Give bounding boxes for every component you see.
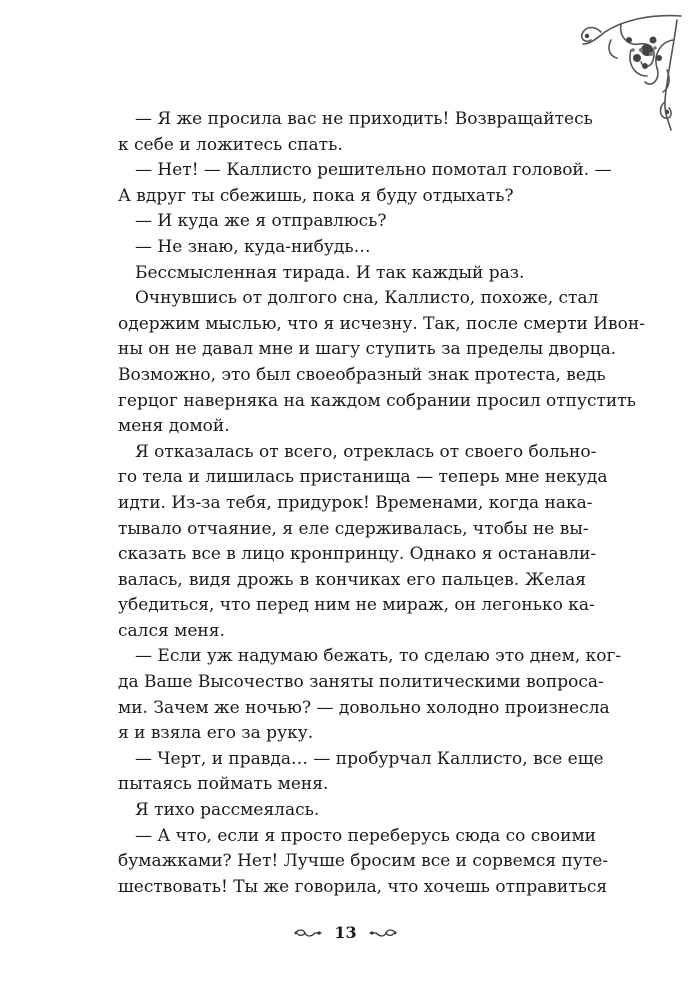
text-line: одержим мыслью, что я исчезну. Так, после смерти Ивон-: [118, 313, 645, 334]
page-number: 13: [334, 923, 357, 942]
text-line: Бессмысленная тирада. И так каждый раз.: [135, 262, 525, 283]
text-line: к себе и ложитесь спать.: [118, 134, 343, 155]
text-line: — Нет! — Каллисто решительно помотал головой. —: [135, 160, 612, 181]
footer-ornament-left-icon: [293, 927, 323, 939]
text-line: А вдруг ты сбежишь, пока я буду отдыхать?: [118, 185, 514, 206]
text-line: Возможно, это был своеобразный знак протеста, ведь: [118, 364, 606, 385]
text-line: ны он не давал мне и шагу ступить за пределы дворца.: [118, 339, 617, 360]
text-line: да Ваше Высочество заняты политическими вопроса-: [118, 672, 604, 693]
text-line: меня домой.: [118, 416, 230, 437]
text-line: — Черт, и правда… — пробурчал Каллисто, все еще: [135, 748, 604, 769]
text-line: сказать все в лицо кронпринцу. Однако я останавли-: [118, 544, 597, 565]
text-line: пытаясь поймать меня.: [118, 774, 329, 795]
text-line: — А что, если я просто переберусь сюда со своими: [135, 825, 597, 846]
text-line: го тела и лишилась пристанища — теперь мне некуда: [118, 467, 608, 488]
text-line: валась, видя дрожь в кончиках его пальцев. Желая: [118, 569, 586, 590]
footer-ornament-right-icon: [368, 927, 398, 939]
text-line: Очнувшись от долгого сна, Каллисто, похоже, стал: [135, 288, 599, 309]
text-line: я и взяла его за руку.: [118, 723, 314, 744]
text-line: шествовать! Ты же говорила, что хочешь отправиться: [118, 876, 608, 897]
text-line: герцог наверняка на каждом собрании просил отпустить: [118, 390, 636, 411]
text-line: убедиться, что перед ним не мираж, он легонько ка-: [118, 595, 595, 616]
text-line: — Я же просила вас не приходить! Возвращайтесь: [135, 109, 593, 129]
text-line: тывало отчаяние, я еле сдерживалась, чтобы не вы-: [118, 518, 589, 539]
body-text: [118, 107, 645, 900]
text-line: сался меня.: [118, 620, 225, 641]
text-line: — Не знаю, куда-нибудь…: [135, 236, 371, 257]
text-line: — И куда же я отправлюсь?: [135, 211, 387, 232]
text-line: идти. Из-за тебя, придурок! Временами, когда нака-: [118, 492, 593, 513]
text-line: — Если уж надумаю бежать, то сделаю это днем, ког-: [135, 646, 622, 667]
text-line: Я отказалась от всего, отреклась от своего больно-: [135, 441, 597, 462]
text-line: ми. Зачем же ночью? — довольно холодно произнесла: [118, 697, 610, 718]
text-line: бумажками? Нет! Лучше бросим все и сорвемся путе-: [118, 851, 609, 872]
page-footer: [0, 922, 691, 942]
text-line: Я тихо рассмеялась.: [135, 800, 320, 821]
